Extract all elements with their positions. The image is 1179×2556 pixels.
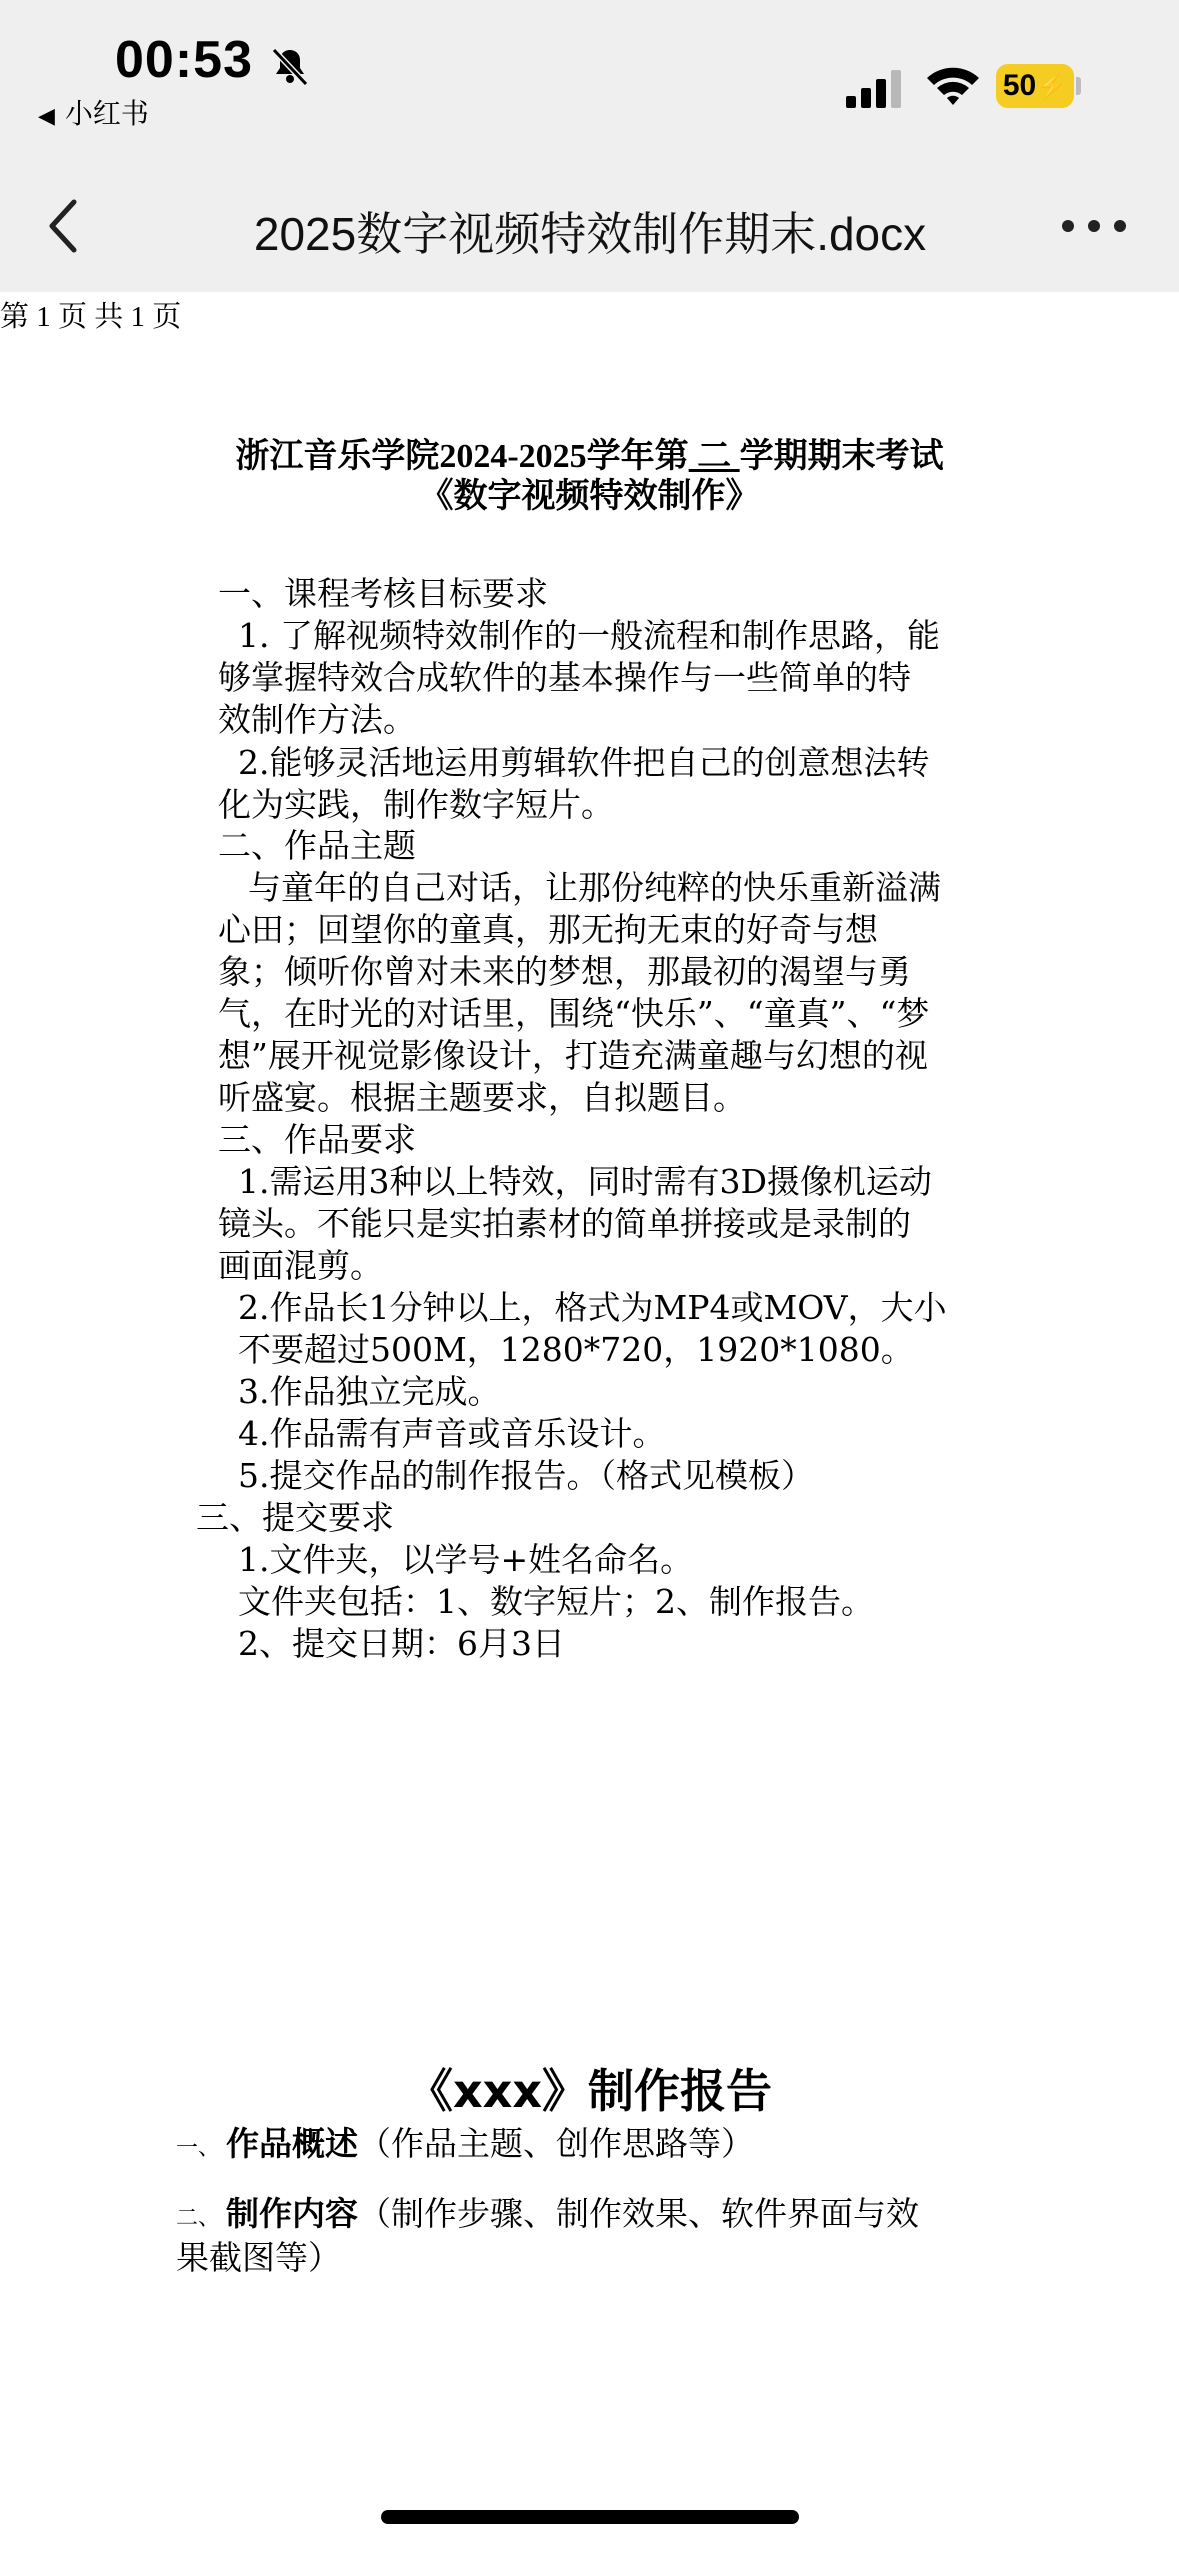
report-item-number: 一、 [176, 2136, 221, 2161]
heading-school: 浙江音乐学院2024-2025学年第 [235, 438, 689, 475]
body-line: 效制作方法。 [218, 700, 416, 739]
body-line: 1.文件夹，以学号+姓名命名。 [238, 1540, 694, 1579]
report-item-note: （制作步骤、制作效果、软件界面与效 [358, 2194, 920, 2233]
section-heading: 二、作品主题 [218, 826, 416, 865]
body-line: 3.作品独立完成。 [238, 1372, 501, 1411]
back-triangle-icon: ◀ [38, 104, 55, 129]
body-line: 与童年的自己对话，让那份纯粹的快乐重新溢满 [248, 868, 941, 907]
wifi-icon [925, 64, 981, 108]
body-line: 听盛宴。根据主题要求，自拟题目。 [218, 1078, 746, 1117]
report-item-content [176, 2188, 919, 2235]
section-heading: 三、作品要求 [218, 1120, 416, 1159]
charging-bolt-icon: ⚡ [1037, 72, 1068, 100]
exam-heading-course: 《数字视频特效制作》 [419, 478, 760, 515]
body-line: 2、提交日期：6月3日 [238, 1624, 565, 1663]
section-heading: 一、课程考核目标要求 [218, 574, 548, 613]
body-line: 够掌握特效合成软件的基本操作与一些简单的特 [218, 658, 911, 697]
body-line: 1.需运用3种以上特效，同时需有3D摄像机运动 [238, 1162, 932, 1201]
back-to-app-link[interactable] [38, 92, 149, 132]
report-item-heading: 作品概述 [226, 2124, 359, 2163]
back-app-label: 小红书 [64, 97, 149, 130]
report-item-note-continued: 果截图等） [176, 2238, 341, 2277]
body-line: 不要超过500M，1280*720，1920*1080。 [238, 1330, 914, 1369]
back-chevron-icon[interactable] [44, 198, 84, 254]
body-line: 文件夹包括：1、数字短片；2、制作报告。 [238, 1582, 874, 1621]
body-line: 1. 了解视频特效制作的一般流程和制作思路，能 [238, 616, 940, 655]
body-line: 想”展开视觉影像设计，打造充满童趣与幻想的视 [218, 1036, 928, 1075]
body-line: 4.作品需有声音或音乐设计。 [238, 1414, 666, 1453]
top-bar [0, 0, 1179, 292]
body-line: 画面混剪。 [218, 1246, 383, 1285]
body-line: 化为实践，制作数字短片。 [218, 785, 614, 824]
report-item-heading: 制作内容 [226, 2194, 359, 2233]
more-options-icon[interactable] [1062, 214, 1126, 238]
body-line: 2.能够灵活地运用剪辑软件把自己的创意想法转 [238, 743, 930, 782]
home-indicator[interactable] [381, 2510, 799, 2524]
body-line: 镜头。不能只是实拍素材的简单拼接或是录制的 [218, 1204, 911, 1243]
cellular-signal-icon [846, 70, 906, 110]
heading-term: 二 [688, 438, 740, 475]
battery-cap [1076, 77, 1081, 95]
body-line: 2.作品长1分钟以上，格式为MP4或MOV，大小 [238, 1288, 947, 1327]
document-title: 2025数字视频特效制作期末.docx [253, 208, 927, 260]
body-line: 5.提交作品的制作报告。（格式见模板） [238, 1456, 814, 1495]
status-time: 00:53 [115, 31, 253, 89]
heading-exam: 学期期末考试 [739, 438, 944, 475]
body-line: 气，在时光的对话里，围绕“快乐”、“童真”、“梦 [218, 994, 930, 1033]
report-item-note: （作品主题、创作思路等） [358, 2124, 755, 2163]
report-item-number: 二、 [176, 2206, 221, 2231]
body-line: 心田；回望你的童真，那无拘无束的好奇与想 [218, 910, 878, 949]
page-info: 第 1 页 共 1 页 [0, 301, 182, 333]
bell-muted-icon [268, 44, 312, 88]
battery-level: 50 [1002, 69, 1037, 102]
report-item-overview [176, 2118, 754, 2165]
section-heading: 三、提交要求 [196, 1498, 394, 1537]
body-line: 象；倾听你曾对未来的梦想，那最初的渴望与勇 [218, 952, 911, 991]
battery-indicator [996, 64, 1074, 108]
report-template-title: 《xxx》制作报告 [406, 2064, 772, 2118]
